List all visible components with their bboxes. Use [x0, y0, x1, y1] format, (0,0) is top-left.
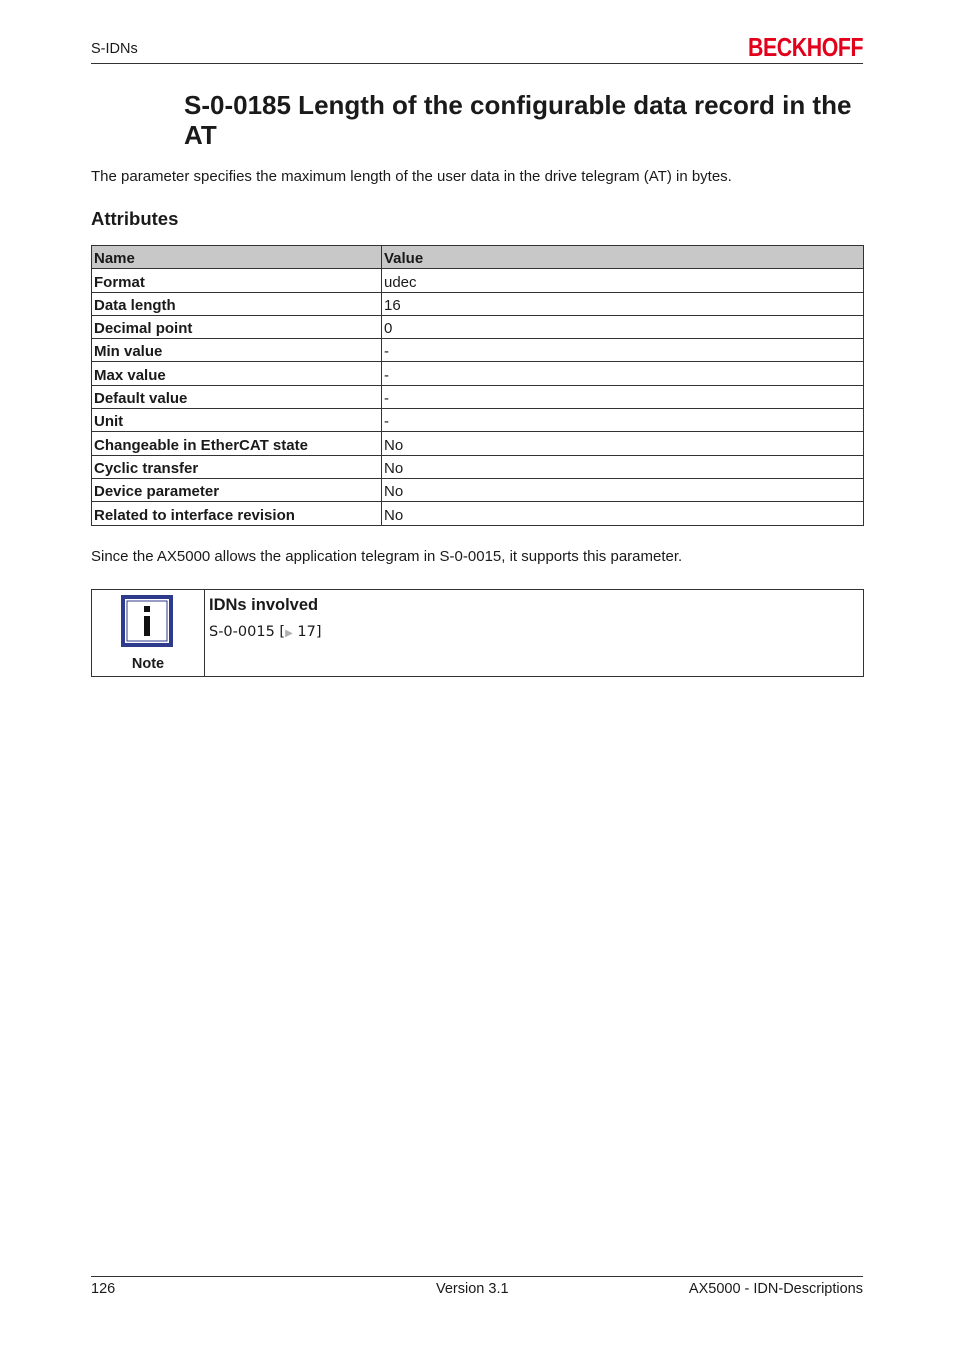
- table-row: [92, 455, 864, 478]
- footer-version: Version 3.1: [436, 1281, 509, 1297]
- attribute-value: -: [382, 362, 864, 385]
- attributes-table: [91, 245, 864, 526]
- attribute-name: Cyclic transfer: [92, 455, 382, 478]
- footer-document-title: AX5000 - IDN-Descriptions: [688, 1281, 863, 1297]
- table-header-row: [92, 246, 864, 269]
- attribute-name: Related to interface revision: [92, 502, 382, 525]
- attribute-name: Format: [92, 269, 382, 292]
- table-row: [92, 502, 864, 525]
- reference-open-bracket: [: [279, 624, 286, 640]
- page-title: S-0-0185 Length of the configurable data record in the AT: [184, 90, 852, 150]
- attribute-value: No: [382, 478, 864, 501]
- footer-divider: [91, 1276, 863, 1277]
- reference-idn: S-0-0015: [209, 624, 275, 640]
- attribute-name: Device parameter: [92, 478, 382, 501]
- support-paragraph: Since the AX5000 allows the application telegram in S-0-0015, it supports this parameter.: [91, 548, 683, 565]
- table-row: [92, 292, 864, 315]
- attribute-value: No: [382, 432, 864, 455]
- column-header-value: Value: [382, 246, 864, 269]
- note-box: [91, 589, 864, 677]
- attribute-value: 16: [382, 292, 864, 315]
- attribute-value: -: [382, 339, 864, 362]
- attribute-name: Unit: [92, 409, 382, 432]
- attribute-name: Default value: [92, 385, 382, 408]
- table-row: [92, 478, 864, 501]
- reference-page: 17]: [297, 624, 322, 640]
- info-icon: [121, 595, 173, 647]
- attribute-name: Decimal point: [92, 315, 382, 338]
- note-icon-cell: [92, 590, 205, 676]
- header-divider: [91, 63, 863, 64]
- intro-paragraph: The parameter specifies the maximum length of the user data in the drive telegram (AT) in bytes.: [91, 168, 732, 185]
- attribute-name: Min value: [92, 339, 382, 362]
- attribute-name: Max value: [92, 362, 382, 385]
- idn-reference-link[interactable]: [209, 624, 322, 640]
- footer-page-number: 126: [91, 1281, 116, 1297]
- table-row: [92, 385, 864, 408]
- table-row: [92, 409, 864, 432]
- page-reference-arrow-icon: ▶: [285, 628, 293, 639]
- attribute-value: 0: [382, 315, 864, 338]
- column-header-name: Name: [92, 246, 382, 269]
- table-row: [92, 269, 864, 292]
- table-row: [92, 432, 864, 455]
- header-section-label: S-IDNs: [91, 41, 138, 57]
- attribute-value: No: [382, 502, 864, 525]
- table-row: [92, 315, 864, 338]
- attribute-value: udec: [382, 269, 864, 292]
- attribute-value: -: [382, 409, 864, 432]
- table-row: [92, 339, 864, 362]
- note-label: Note: [131, 656, 165, 672]
- note-title: IDNs involved: [209, 596, 319, 614]
- brand-logo: BECKHOFF: [748, 32, 864, 62]
- attribute-name: Changeable in EtherCAT state: [92, 432, 382, 455]
- attribute-value: -: [382, 385, 864, 408]
- table-row: [92, 362, 864, 385]
- attributes-heading: Attributes: [91, 208, 179, 229]
- attribute-name: Data length: [92, 292, 382, 315]
- attribute-value: No: [382, 455, 864, 478]
